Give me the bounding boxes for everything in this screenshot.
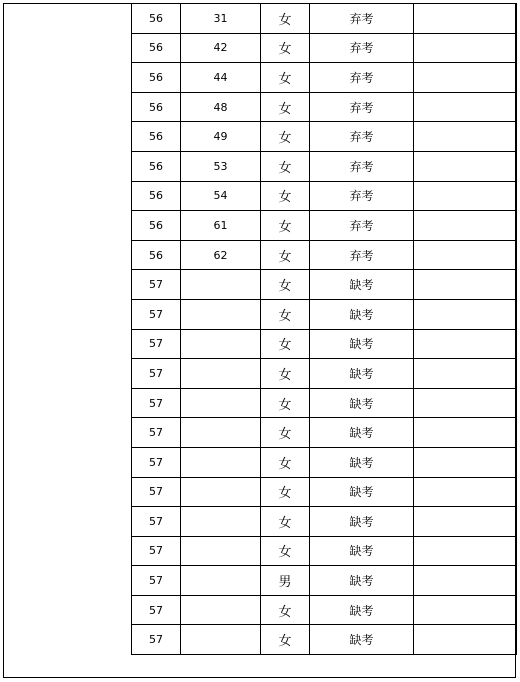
exam-status-cell: 缺考 — [310, 625, 414, 655]
group-number-cell: 57 — [132, 536, 181, 566]
gender-cell: 女 — [261, 359, 310, 389]
gender-cell: 女 — [261, 447, 310, 477]
gender-cell: 女 — [261, 477, 310, 507]
exam-status-cell: 弃考 — [310, 4, 414, 34]
table-row — [132, 122, 517, 152]
table-row — [132, 536, 517, 566]
group-number-cell: 57 — [132, 447, 181, 477]
exam-status-cell: 缺考 — [310, 329, 414, 359]
candidate-number-cell: 61 — [181, 211, 261, 241]
remarks-cell — [414, 33, 517, 63]
table-row — [132, 299, 517, 329]
gender-cell: 女 — [261, 63, 310, 93]
gender-cell: 女 — [261, 151, 310, 181]
group-number-cell: 56 — [132, 4, 181, 34]
candidate-number-cell — [181, 447, 261, 477]
candidate-number-cell — [181, 507, 261, 537]
group-number-cell: 57 — [132, 359, 181, 389]
group-number-cell: 57 — [132, 595, 181, 625]
table-row — [132, 270, 517, 300]
exam-status-cell: 缺考 — [310, 418, 414, 448]
gender-cell: 女 — [261, 4, 310, 34]
candidate-number-cell — [181, 595, 261, 625]
exam-status-cell: 弃考 — [310, 33, 414, 63]
gender-cell: 女 — [261, 181, 310, 211]
exam-status-cell: 弃考 — [310, 181, 414, 211]
gender-cell: 女 — [261, 536, 310, 566]
group-number-cell: 57 — [132, 418, 181, 448]
exam-roster-table — [131, 3, 517, 655]
table-row — [132, 625, 517, 655]
gender-cell: 女 — [261, 240, 310, 270]
table-row — [132, 477, 517, 507]
exam-status-cell: 弃考 — [310, 92, 414, 122]
group-number-cell: 56 — [132, 151, 181, 181]
candidate-number-cell: 42 — [181, 33, 261, 63]
exam-status-cell: 弃考 — [310, 151, 414, 181]
remarks-cell — [414, 211, 517, 241]
group-number-cell: 57 — [132, 329, 181, 359]
gender-cell: 女 — [261, 33, 310, 63]
group-number-cell: 57 — [132, 625, 181, 655]
remarks-cell — [414, 181, 517, 211]
remarks-cell — [414, 122, 517, 152]
gender-cell: 女 — [261, 270, 310, 300]
candidate-number-cell — [181, 388, 261, 418]
table-row — [132, 329, 517, 359]
table-row — [132, 388, 517, 418]
candidate-number-cell: 62 — [181, 240, 261, 270]
candidate-number-cell — [181, 625, 261, 655]
gender-cell: 女 — [261, 299, 310, 329]
remarks-cell — [414, 329, 517, 359]
remarks-cell — [414, 566, 517, 596]
remarks-cell — [414, 270, 517, 300]
group-number-cell: 57 — [132, 566, 181, 596]
gender-cell: 女 — [261, 595, 310, 625]
exam-status-cell: 缺考 — [310, 299, 414, 329]
exam-status-cell: 缺考 — [310, 270, 414, 300]
table-row — [132, 211, 517, 241]
remarks-cell — [414, 447, 517, 477]
candidate-number-cell: 49 — [181, 122, 261, 152]
group-number-cell: 56 — [132, 92, 181, 122]
table-row — [132, 566, 517, 596]
table-row — [132, 240, 517, 270]
remarks-cell — [414, 63, 517, 93]
exam-status-cell: 缺考 — [310, 566, 414, 596]
gender-cell: 女 — [261, 211, 310, 241]
group-number-cell: 56 — [132, 63, 181, 93]
table-row — [132, 4, 517, 34]
exam-status-cell: 缺考 — [310, 536, 414, 566]
candidate-number-cell: 44 — [181, 63, 261, 93]
exam-status-cell: 缺考 — [310, 477, 414, 507]
remarks-cell — [414, 388, 517, 418]
candidate-number-cell — [181, 566, 261, 596]
table-row — [132, 507, 517, 537]
candidate-number-cell: 53 — [181, 151, 261, 181]
gender-cell: 女 — [261, 507, 310, 537]
table-row — [132, 181, 517, 211]
remarks-cell — [414, 507, 517, 537]
table-row — [132, 63, 517, 93]
remarks-cell — [414, 595, 517, 625]
remarks-cell — [414, 625, 517, 655]
remarks-cell — [414, 299, 517, 329]
candidate-number-cell — [181, 477, 261, 507]
table-row — [132, 595, 517, 625]
table-row — [132, 151, 517, 181]
exam-status-cell: 缺考 — [310, 388, 414, 418]
table-row — [132, 359, 517, 389]
remarks-cell — [414, 477, 517, 507]
candidate-number-cell: 48 — [181, 92, 261, 122]
group-number-cell: 57 — [132, 270, 181, 300]
exam-status-cell: 弃考 — [310, 122, 414, 152]
remarks-cell — [414, 4, 517, 34]
group-number-cell: 56 — [132, 33, 181, 63]
group-number-cell: 56 — [132, 211, 181, 241]
table-row — [132, 418, 517, 448]
candidate-number-cell — [181, 536, 261, 566]
candidate-number-cell — [181, 329, 261, 359]
exam-status-cell: 缺考 — [310, 359, 414, 389]
remarks-cell — [414, 418, 517, 448]
exam-status-cell: 弃考 — [310, 211, 414, 241]
exam-status-cell: 弃考 — [310, 63, 414, 93]
roster-body — [132, 4, 517, 655]
candidate-number-cell: 54 — [181, 181, 261, 211]
remarks-cell — [414, 359, 517, 389]
candidate-number-cell — [181, 359, 261, 389]
exam-status-cell: 缺考 — [310, 595, 414, 625]
exam-status-cell: 弃考 — [310, 240, 414, 270]
table-row — [132, 92, 517, 122]
group-number-cell: 57 — [132, 388, 181, 418]
gender-cell: 女 — [261, 122, 310, 152]
remarks-cell — [414, 240, 517, 270]
gender-cell: 女 — [261, 625, 310, 655]
group-number-cell: 57 — [132, 477, 181, 507]
remarks-cell — [414, 92, 517, 122]
candidate-number-cell — [181, 299, 261, 329]
group-number-cell: 57 — [132, 299, 181, 329]
group-number-cell: 56 — [132, 122, 181, 152]
table-row — [132, 33, 517, 63]
gender-cell: 女 — [261, 92, 310, 122]
candidate-number-cell — [181, 418, 261, 448]
table-row — [132, 447, 517, 477]
candidate-number-cell: 31 — [181, 4, 261, 34]
remarks-cell — [414, 151, 517, 181]
gender-cell: 女 — [261, 329, 310, 359]
group-number-cell: 56 — [132, 240, 181, 270]
exam-status-cell: 缺考 — [310, 507, 414, 537]
gender-cell: 女 — [261, 388, 310, 418]
gender-cell: 女 — [261, 418, 310, 448]
group-number-cell: 57 — [132, 507, 181, 537]
group-number-cell: 56 — [132, 181, 181, 211]
gender-cell: 男 — [261, 566, 310, 596]
remarks-cell — [414, 536, 517, 566]
exam-status-cell: 缺考 — [310, 447, 414, 477]
candidate-number-cell — [181, 270, 261, 300]
